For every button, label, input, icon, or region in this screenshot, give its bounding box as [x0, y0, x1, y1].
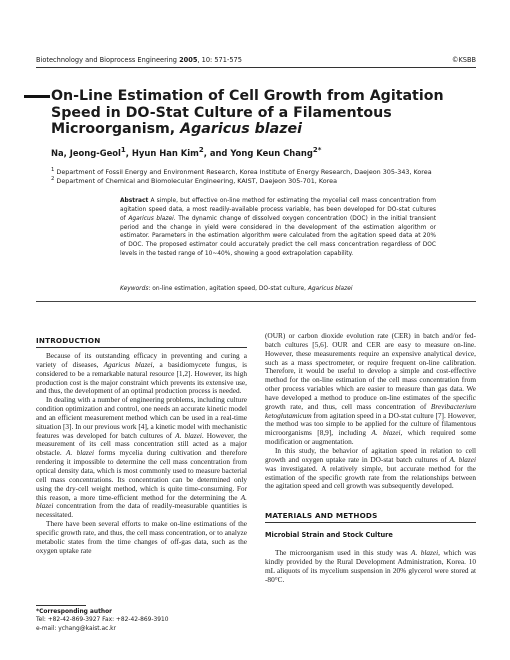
footnote-rule	[36, 605, 86, 606]
corresponding-author-note	[36, 608, 168, 633]
section-rule-introduction	[36, 347, 247, 348]
abstract-divider	[36, 301, 476, 302]
author-list: Na, Jeong-Geol$^1$, Hyun Han Kim$^2$, and Yong Keun Chang$^{2*}$	[51, 146, 322, 158]
abstract-label: Abstract	[120, 198, 149, 204]
paragraph: The microorganism used in this study was A. blazei, which was kindly provided by the Rural Development Administration, Korea. 10 mL aliquots of its mycelium suspension in 20% glycerol were stored at -80°C.	[265, 548, 476, 584]
affiliation-1: $^1$ Department of Fossil Energy and Environment Research, Korea Institute of Energy Research, Daejeon 305-343, Korea	[51, 167, 432, 177]
paragraph: There have been several efforts to make on-line estimations of the specific growth rate, and thus, the cell mass concentration, or to analyze metabolic states from the time changes of off-gas data, such as the oxygen uptake rate	[36, 519, 247, 555]
left-column-text	[36, 352, 247, 555]
header-rule	[36, 67, 476, 68]
right-column-text-top	[265, 332, 476, 491]
section-rule-materials	[265, 522, 476, 523]
section-heading-materials: MATERIALS AND METHODS	[265, 511, 378, 520]
paragraph: Because of its outstanding efficacy in preventing and curing a variety of diseases, Agaricus blazei, a basidiomycete fungus, is considered to be a remarkable natural resource [1,2]. However, its high production cost is the major constraint which prevents its extensive use, and thus, the development of an optimal production process is needed.	[36, 351, 247, 396]
title-accent-bar	[24, 95, 50, 98]
journal-citation: Biotechnology and Bioprocess Engineering 2005, 10: 571-575	[36, 56, 242, 64]
paragraph: In this study, the behavior of agitation speed in relation to cell growth and oxygen uptake rate in DO-stat batch cultures of A. blazei was investigated. A relatively simple, but accurate method for the estimation of the specific growth rate from the relationships between the agitation speed and cell growth was subsequently developed.	[265, 445, 476, 491]
citation-year: 2005	[179, 56, 198, 64]
subsection-heading-strain: Microbial Strain and Stock Culture	[265, 531, 393, 539]
section-heading-introduction: INTRODUCTION	[36, 336, 101, 345]
keywords-label: Keywords	[120, 286, 149, 292]
publisher-copyright: ©KSBB	[451, 56, 476, 64]
corresponding-author-label: *Corresponding author	[36, 609, 113, 615]
title-species: Agaricus blazei	[180, 121, 302, 137]
paragraph: (OUR) or carbon dioxide evolution rate (CER) in batch and/or fed-batch cultures [5,6]. OUR and CER are easy to measure on-line. However, these measurements require an expensive analytical device, such as a mass spectrometer, or require frequent on-line calibration. Therefore, it would be useful to develop a simple and cost-effective method for the on-line estimation of the cell mass concentration from other process variables which are easier to measure than gas data. We have developed a method to produce on-line estimates of the specific growth rate, and thus, cell mass concentration of Brevibacterium ketoglutamicum from agitation speed in a DO-stat culture [7]. However, the method was too simple to be applied for the culture of filamentous microorganisms [8,9], including A. blazei, which required some modification or augmentation.	[265, 331, 476, 447]
contact-phone-fax: Tel: +82-42-869-3927 Fax: +82-42-869-3910	[36, 617, 169, 624]
article-title: On-Line Estimation of Cell Growth from Agitation Speed in DO-Stat Culture of a Filamentous Microorganism, Agaricus blazei	[51, 88, 444, 137]
abstract: Abstract A simple, but effective on-line method for estimating the mycelial cell mass concentration from agitation speed data, a most readily-available process variable, has been developed for DO-stat cultures of Agaricus blazei. The dynamic change of dissolved oxygen concentration (DOC) in the initial transient period and the change in yield were considered in the development of the estimation algorithm or estimator. Parameters in the estimation algorithm were calculated from the agitation speed data at 20% of DOC. The proposed estimator could accurately predict the cell mass concentration regardless of DOC levels in the tested range of 10~40%, showing a good extrapolation capability.	[120, 198, 437, 258]
right-column-text-bottom	[265, 549, 476, 584]
paragraph: In dealing with a number of engineering problems, including culture condition optimization and control, one needs an accurate kinetic model and an efficient measurement method which can be used in a real-time situation [3]. In our previous work [4], a kinetic model with mechanistic features was developed for batch cultures of A. blazei. However, the measurement of its cell mass concentration still acted as a major obstacle. A. blazei forms mycelia during cultivation and therefore rendering it impossible to determine the cell mass concentration from optical density data, which is most commonly used to measure bacterial cell mass concentrations. Its concentration can be determined only using the dry-cell weight method, which is quite time-consuming. For this reason, a more time-efficient method for the determining the A. blazei concentration from the data of readily-measurable quantities is necessitated.	[36, 395, 247, 520]
contact-email: e-mail: ychang@kaist.ac.kr	[36, 625, 117, 632]
keywords: Keywords: on-line estimation, agitation speed, DO-stat culture, Agaricus blazei	[120, 286, 353, 292]
affiliation-2: $^2$ Department of Chemical and Biomolecular Engineering, KAIST, Daejeon 305-701, Korea	[51, 176, 337, 186]
